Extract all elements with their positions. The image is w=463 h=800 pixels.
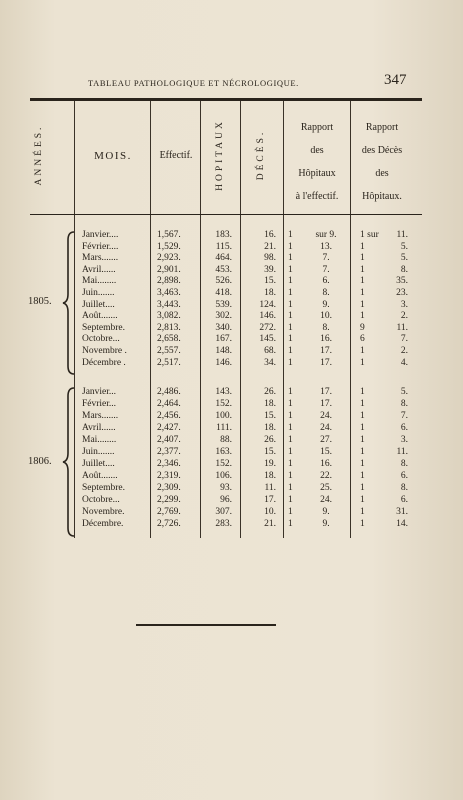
hopitaux-cell: 302. (215, 311, 232, 322)
rapport-deces-value: 5. (400, 253, 408, 264)
rapport-hopitaux-value: 7. (322, 264, 330, 275)
rapport-hopitaux-value: 25. (320, 483, 332, 493)
deces-cell: 68. (264, 346, 276, 356)
hopitaux-cell: 183. (215, 230, 232, 240)
effectif-cell: 1,529. (157, 241, 181, 252)
rapport-deces-value: 35. (396, 276, 408, 287)
rapport-deces-numerator: 1 (360, 483, 365, 493)
rapport-deces-value: 7. (400, 411, 408, 421)
table-row (0, 333, 463, 345)
rapport-deces-numerator: 1 (360, 471, 365, 481)
rapport-deces-value: 7. (400, 334, 408, 345)
rapport-deces-value: 4. (400, 357, 408, 368)
rapport-deces-numerator: 1 (360, 241, 365, 252)
month-cell: Juin....... (82, 447, 115, 457)
month-cell: Novembre. (82, 507, 125, 517)
rapport-deces-numerator: 1 (360, 387, 365, 397)
rapport-hopitaux-numerator: 1 (288, 411, 293, 421)
month-cell: Juillet.... (82, 299, 115, 310)
table-top-rule (30, 98, 422, 101)
page-number: 347 (384, 72, 407, 88)
hopitaux-cell: 418. (215, 288, 232, 298)
rapport-deces-numerator: 1 (360, 299, 365, 310)
deces-cell: 26. (264, 387, 276, 397)
rapport-hopitaux-numerator: 1 (288, 299, 293, 310)
rapport-hopitaux-numerator: 1 (288, 519, 293, 529)
rapport-deces-numerator: 1 (360, 276, 365, 287)
hopitaux-cell: 96. (220, 495, 232, 505)
header-rapport-deces-line: Hôpitaux. (362, 191, 402, 202)
month-cell: Août....... (82, 471, 118, 481)
rapport-hopitaux-numerator: 1 (288, 253, 293, 264)
table-row (0, 434, 463, 446)
table-row (0, 310, 463, 322)
hopitaux-cell: 115. (215, 241, 232, 252)
rapport-hopitaux-numerator: 1 (288, 357, 293, 368)
effectif-cell: 2,901. (157, 264, 181, 275)
rapport-deces-numerator: 1 (360, 447, 365, 457)
running-title: TABLEAU PATHOLOGIQUE ET NÉCROLOGIQUE. (88, 78, 299, 88)
month-cell: Avril...... (82, 423, 116, 433)
rapport-deces-numerator: 1 (360, 311, 365, 322)
header-bottom-rule (30, 214, 422, 215)
deces-cell: 145. (259, 334, 276, 345)
effectif-cell: 1,567. (157, 230, 181, 240)
rapport-deces-numerator: 1 (360, 346, 365, 356)
rapport-hopitaux-numerator: 1 (288, 334, 293, 345)
header-mois: MOIS. (94, 150, 132, 162)
rapport-hopitaux-numerator: 1 (288, 322, 293, 333)
rapport-hopitaux-numerator: 1 (288, 447, 293, 457)
effectif-cell: 3,463. (157, 288, 181, 298)
month-cell: Septembre. (82, 322, 126, 333)
table-row (0, 287, 463, 299)
effectif-cell: 2,769. (157, 507, 181, 517)
month-cell: Janvier.... (82, 230, 119, 240)
deces-cell: 21. (264, 241, 276, 252)
header-rapport-hopitaux-line: Rapport (300, 122, 334, 133)
table-row (0, 275, 463, 287)
deces-cell: 21. (264, 519, 276, 529)
effectif-cell: 2,299. (157, 495, 181, 505)
rapport-hopitaux-value: 13. (320, 241, 332, 252)
rapport-hopitaux-numerator: 1 (288, 459, 293, 469)
hopitaux-cell: 93. (220, 483, 232, 493)
month-cell: Août....... (82, 311, 118, 322)
effectif-cell: 2,407. (157, 435, 181, 445)
rapport-deces-value: 6. (400, 471, 408, 481)
header-rapport-deces (350, 116, 414, 208)
month-cell: Septembre. (82, 483, 126, 493)
hopitaux-cell: 167. (215, 334, 232, 345)
header-rapport-hopitaux-line: des (310, 145, 324, 156)
end-rule (136, 624, 276, 626)
rapport-hopitaux-numerator: 1 (288, 435, 293, 445)
effectif-cell: 3,443. (157, 299, 181, 310)
rapport-hopitaux-value: 16. (320, 334, 332, 345)
deces-cell: 11. (264, 483, 276, 493)
month-cell: Mars....... (82, 411, 119, 421)
deces-cell: 19. (264, 459, 276, 469)
rapport-deces-value: 8. (400, 459, 408, 469)
rapport-hopitaux-value: 16. (320, 459, 332, 469)
rapport-hopitaux-value: 9. (322, 299, 330, 310)
rapport-hopitaux-numerator: 1 (288, 346, 293, 356)
rapport-hopitaux-value: 9. (322, 507, 330, 517)
effectif-cell: 2,898. (157, 276, 181, 287)
rapport-deces-numerator: 1 (360, 495, 365, 505)
hopitaux-cell: 464. (215, 253, 232, 264)
rapport-hopitaux-value: 10. (320, 311, 332, 322)
effectif-cell: 2,923. (157, 253, 181, 264)
deces-cell: 98. (264, 253, 276, 264)
deces-cell: 34. (264, 357, 276, 368)
rapport-deces-numerator: 6 (360, 334, 365, 345)
month-cell: Janvier... (82, 387, 117, 397)
hopitaux-cell: 143. (215, 387, 232, 397)
rapport-hopitaux-numerator: 1 (288, 495, 293, 505)
hopitaux-cell: 152. (215, 399, 232, 409)
month-cell: Février... (82, 399, 117, 409)
rapport-hopitaux-value: sur 9. (315, 230, 337, 240)
rapport-hopitaux-value: 27. (320, 435, 332, 445)
hopitaux-cell: 146. (215, 357, 232, 368)
rapport-deces-numerator: 1 (360, 459, 365, 469)
rapport-hopitaux-value: 8. (322, 288, 330, 298)
deces-cell: 26. (264, 435, 276, 445)
header-effectif: Effectif. (159, 150, 193, 161)
month-cell: Décembre. (82, 519, 124, 529)
month-cell: Mai........ (82, 435, 117, 445)
rapport-hopitaux-numerator: 1 (288, 423, 293, 433)
rapport-deces-numerator: 1 (360, 507, 365, 517)
month-cell: Juillet.... (82, 459, 115, 469)
rapport-hopitaux-numerator: 1 (288, 483, 293, 493)
header-rapport-hopitaux-line: Hôpitaux (298, 168, 336, 179)
rapport-deces-value: 3. (400, 435, 408, 445)
table-row (0, 482, 463, 494)
rapport-hopitaux-value: 6. (322, 276, 330, 287)
table-row (0, 386, 463, 398)
effectif-cell: 2,486. (157, 387, 181, 397)
table-row (0, 322, 463, 334)
month-cell: Décembre . (82, 357, 126, 368)
effectif-cell: 2,813. (157, 322, 181, 333)
header-rapport-deces-line: des (375, 168, 389, 179)
deces-cell: 17. (264, 495, 276, 505)
rapport-hopitaux-numerator: 1 (288, 471, 293, 481)
effectif-cell: 2,517. (157, 357, 181, 368)
rapport-hopitaux-value: 7. (322, 253, 330, 264)
month-cell: Avril...... (82, 264, 116, 275)
effectif-cell: 2,319. (157, 471, 181, 481)
month-cell: Octobre... (82, 495, 120, 505)
table-row (0, 264, 463, 276)
rapport-deces-numerator: 1 (360, 357, 365, 368)
rapport-hopitaux-numerator: 1 (288, 288, 293, 298)
rapport-hopitaux-numerator: 1 (288, 264, 293, 275)
effectif-cell: 2,456. (157, 411, 181, 421)
hopitaux-cell: 106. (215, 471, 232, 481)
rapport-deces-numerator: 1 (360, 253, 365, 264)
rapport-deces-value: 8. (400, 399, 408, 409)
rapport-hopitaux-numerator: 1 (288, 507, 293, 517)
month-cell: Novembre . (82, 346, 127, 356)
deces-cell: 39. (264, 264, 276, 275)
year-label-1806: 1806. (28, 456, 52, 467)
table-row (0, 357, 463, 369)
hopitaux-cell: 88. (220, 435, 232, 445)
deces-cell: 15. (264, 276, 276, 287)
rapport-deces-value: 8. (400, 483, 408, 493)
effectif-cell: 2,464. (157, 399, 181, 409)
deces-cell: 18. (264, 471, 276, 481)
rapport-deces-numerator: 1 (360, 288, 365, 298)
rapport-hopitaux-value: 22. (320, 471, 332, 481)
rapport-deces-value: 3. (400, 299, 408, 310)
effectif-cell: 2,557. (157, 346, 181, 356)
rapport-deces-value: 2. (400, 346, 408, 356)
deces-cell: 18. (264, 399, 276, 409)
rapport-deces-value: 5. (400, 387, 408, 397)
deces-cell: 18. (264, 288, 276, 298)
rapport-deces-value: 8. (400, 264, 408, 275)
rapport-hopitaux-numerator: 1 (288, 311, 293, 322)
hopitaux-cell: 539. (215, 299, 232, 310)
hopitaux-cell: 453. (215, 264, 232, 275)
year-label-1805: 1805. (28, 296, 52, 307)
header-deces: DÉCÈS. (256, 129, 266, 181)
rapport-deces-numerator: 1 (360, 423, 365, 433)
header-hopitaux: HOPITAUX (215, 119, 225, 191)
header-rapport-deces-line: des Décès (361, 145, 403, 156)
header-rapport-hopitaux-line: à l'effectif. (295, 191, 339, 202)
deces-cell: 15. (264, 447, 276, 457)
deces-cell: 18. (264, 423, 276, 433)
deces-cell: 10. (264, 507, 276, 517)
hopitaux-cell: 526. (215, 276, 232, 287)
rapport-hopitaux-value: 24. (320, 411, 332, 421)
hopitaux-cell: 100. (215, 411, 232, 421)
table-row (0, 299, 463, 311)
rapport-deces-numerator: 1 (360, 399, 365, 409)
deces-cell: 15. (264, 411, 276, 421)
rapport-hopitaux-numerator: 1 (288, 241, 293, 252)
header-rapport-hopitaux (284, 116, 350, 208)
hopitaux-cell: 152. (215, 459, 232, 469)
header-annees: ANNÉES. (34, 124, 44, 186)
rapport-hopitaux-numerator: 1 (288, 230, 293, 240)
rapport-hopitaux-numerator: 1 (288, 387, 293, 397)
rapport-deces-value: 2. (400, 311, 408, 322)
table-row (0, 345, 463, 357)
rapport-deces-value: 6. (400, 495, 408, 505)
table-row (0, 252, 463, 264)
effectif-cell: 2,346. (157, 459, 181, 469)
header-rapport-deces-line: Rapport (365, 122, 399, 133)
table-row (0, 494, 463, 506)
rapport-hopitaux-value: 17. (320, 357, 332, 368)
month-cell: Juin....... (82, 288, 115, 298)
rapport-deces-value: 31. (396, 507, 408, 517)
effectif-cell: 2,726. (157, 519, 181, 529)
hopitaux-cell: 111. (216, 423, 232, 433)
rapport-hopitaux-numerator: 1 (288, 276, 293, 287)
rapport-deces-numerator: 1 (360, 411, 365, 421)
table-row (0, 410, 463, 422)
rapport-hopitaux-value: 17. (320, 399, 332, 409)
table-row (0, 398, 463, 410)
month-cell: Mars....... (82, 253, 119, 264)
table-row (0, 470, 463, 482)
hopitaux-cell: 163. (215, 447, 232, 457)
table-row (0, 446, 463, 458)
rapport-deces-value: 11. (396, 322, 408, 333)
effectif-cell: 2,427. (157, 423, 181, 433)
deces-cell: 16. (264, 230, 276, 240)
effectif-cell: 2,658. (157, 334, 181, 345)
rapport-hopitaux-value: 17. (320, 346, 332, 356)
hopitaux-cell: 340. (215, 322, 232, 333)
month-cell: Février.... (82, 241, 119, 252)
rapport-deces-value: 14. (396, 519, 408, 529)
month-cell: Octobre... (82, 334, 120, 345)
rapport-deces-numerator: 9 (360, 322, 365, 333)
deces-cell: 272. (259, 322, 276, 333)
table-row (0, 241, 463, 253)
rapport-deces-numerator: 1 sur (360, 230, 379, 240)
rapport-hopitaux-value: 9. (322, 519, 330, 529)
effectif-cell: 2,309. (157, 483, 181, 493)
rapport-deces-value: 11. (396, 447, 408, 457)
table-row (0, 506, 463, 518)
hopitaux-cell: 307. (215, 507, 232, 517)
table-row (0, 458, 463, 470)
effectif-cell: 2,377. (157, 447, 181, 457)
rapport-hopitaux-numerator: 1 (288, 399, 293, 409)
hopitaux-cell: 148. (215, 346, 232, 356)
table-row (0, 422, 463, 434)
rapport-deces-value: 23. (396, 288, 408, 298)
rapport-deces-numerator: 1 (360, 519, 365, 529)
rapport-hopitaux-value: 24. (320, 423, 332, 433)
rapport-deces-numerator: 1 (360, 264, 365, 275)
rapport-deces-numerator: 1 (360, 435, 365, 445)
hopitaux-cell: 283. (215, 519, 232, 529)
effectif-cell: 3,082. (157, 311, 181, 322)
rapport-hopitaux-value: 17. (320, 387, 332, 397)
table-row (0, 229, 463, 241)
deces-cell: 124. (259, 299, 276, 310)
table-row (0, 518, 463, 530)
deces-cell: 146. (259, 311, 276, 322)
rapport-deces-value: 5. (400, 241, 408, 252)
rapport-hopitaux-value: 15. (320, 447, 332, 457)
rapport-hopitaux-value: 24. (320, 495, 332, 505)
rapport-deces-value: 6. (400, 423, 408, 433)
rapport-deces-value: 11. (396, 230, 408, 240)
rapport-hopitaux-value: 8. (322, 322, 330, 333)
month-cell: Mai........ (82, 276, 117, 287)
